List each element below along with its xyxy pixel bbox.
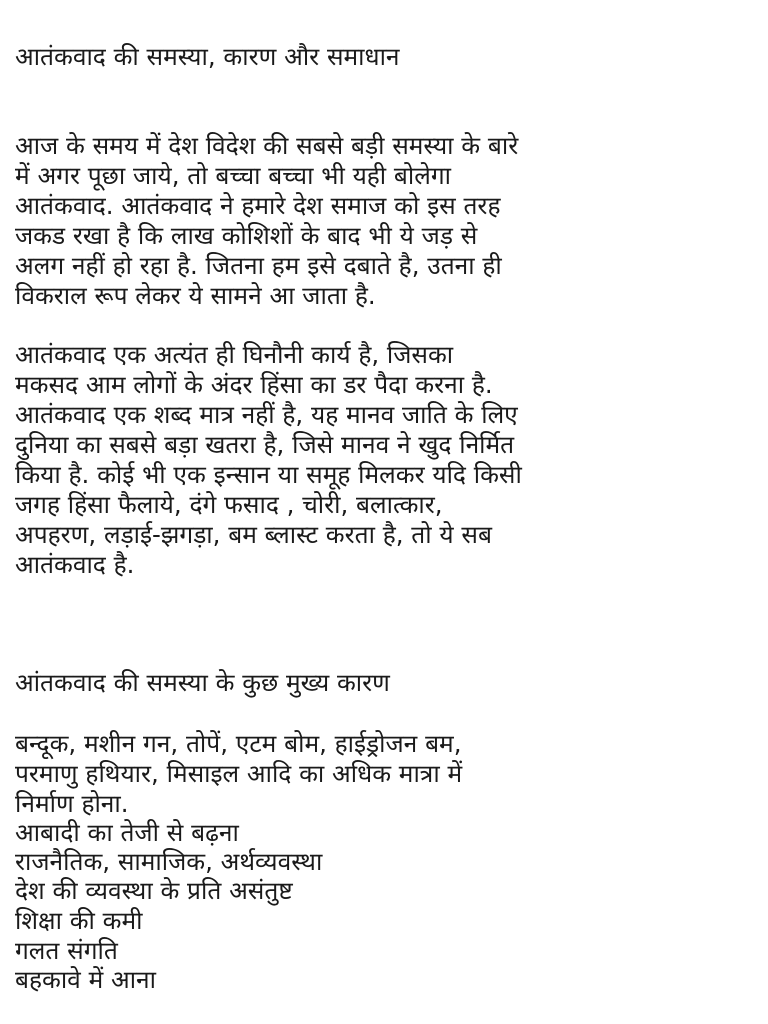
text-line: विकराल रूप लेकर ये सामने आ जाता है. (15, 281, 376, 310)
text-line: में अगर पूछा जाये, तो बच्चा बच्चा भी यही बोलेगा (15, 161, 452, 190)
list-item: आबादी का तेजी से बढ़ना (15, 818, 239, 847)
text-line: आतंकवाद है. (15, 550, 135, 579)
text-line: किया है. कोई भी एक इन्सान या समूह मिलकर यदि किसी (15, 460, 522, 489)
list-item: राजनैतिक, सामाजिक, अर्थव्यवस्था (15, 847, 323, 876)
text-line: आज के समय में देश विदेश की सबसे बड़ी समस्या के बारे (15, 131, 519, 160)
text-line: दुनिया का सबसे बड़ा खतरा है, जिसे मानव ने खुद निर्मित (15, 430, 515, 459)
text-line: आतंकवाद एक अत्यंत ही घिनौनी कार्य है, जिसका (15, 340, 454, 369)
list-item: शिक्षा की कमी (15, 906, 143, 935)
list-item: बन्दूक, मशीन गन, तोपें, एटम बोम, हाईड्रोजन बम, (15, 729, 462, 758)
list-item: निर्माण होना. (15, 789, 129, 818)
text-line: अलग नहीं हो रहा है. जितना हम इसे दबाते है, उतना ही (15, 251, 502, 280)
section-heading: आंतकवाद की समस्या के कुछ मुख्य कारण (15, 668, 390, 697)
text-line: मकसद आम लोगों के अंदर हिंसा का डर पैदा करना है. (15, 370, 493, 399)
list-item: बहकावे में आना (15, 965, 156, 994)
page-title: आतंकवाद की समस्या, कारण और समाधान (15, 42, 400, 71)
text-line: आतंकवाद एक शब्द मात्र नहीं है, यह मानव जाति के लिए (15, 400, 518, 429)
text-line: अपहरण, लड़ाई-झगड़ा, बम ब्लास्ट करता है, तो ये सब (15, 520, 492, 549)
list-item: गलत संगति (15, 936, 118, 965)
list-item: परमाणु हथियार, मिसाइल आदि का अधिक मात्रा में (15, 759, 463, 788)
text-line: जकड रखा है कि लाख कोशिशों के बाद भी ये जड़ से (15, 221, 478, 250)
list-item: देश की व्यवस्था के प्रति असंतुष्ट (15, 876, 293, 905)
text-line: आतंकवाद. आतंकवाद ने हमारे देश समाज को इस तरह (15, 191, 501, 220)
text-line: जगह हिंसा फैलाये, दंगे फसाद , चोरी, बलात्कार, (15, 490, 443, 519)
